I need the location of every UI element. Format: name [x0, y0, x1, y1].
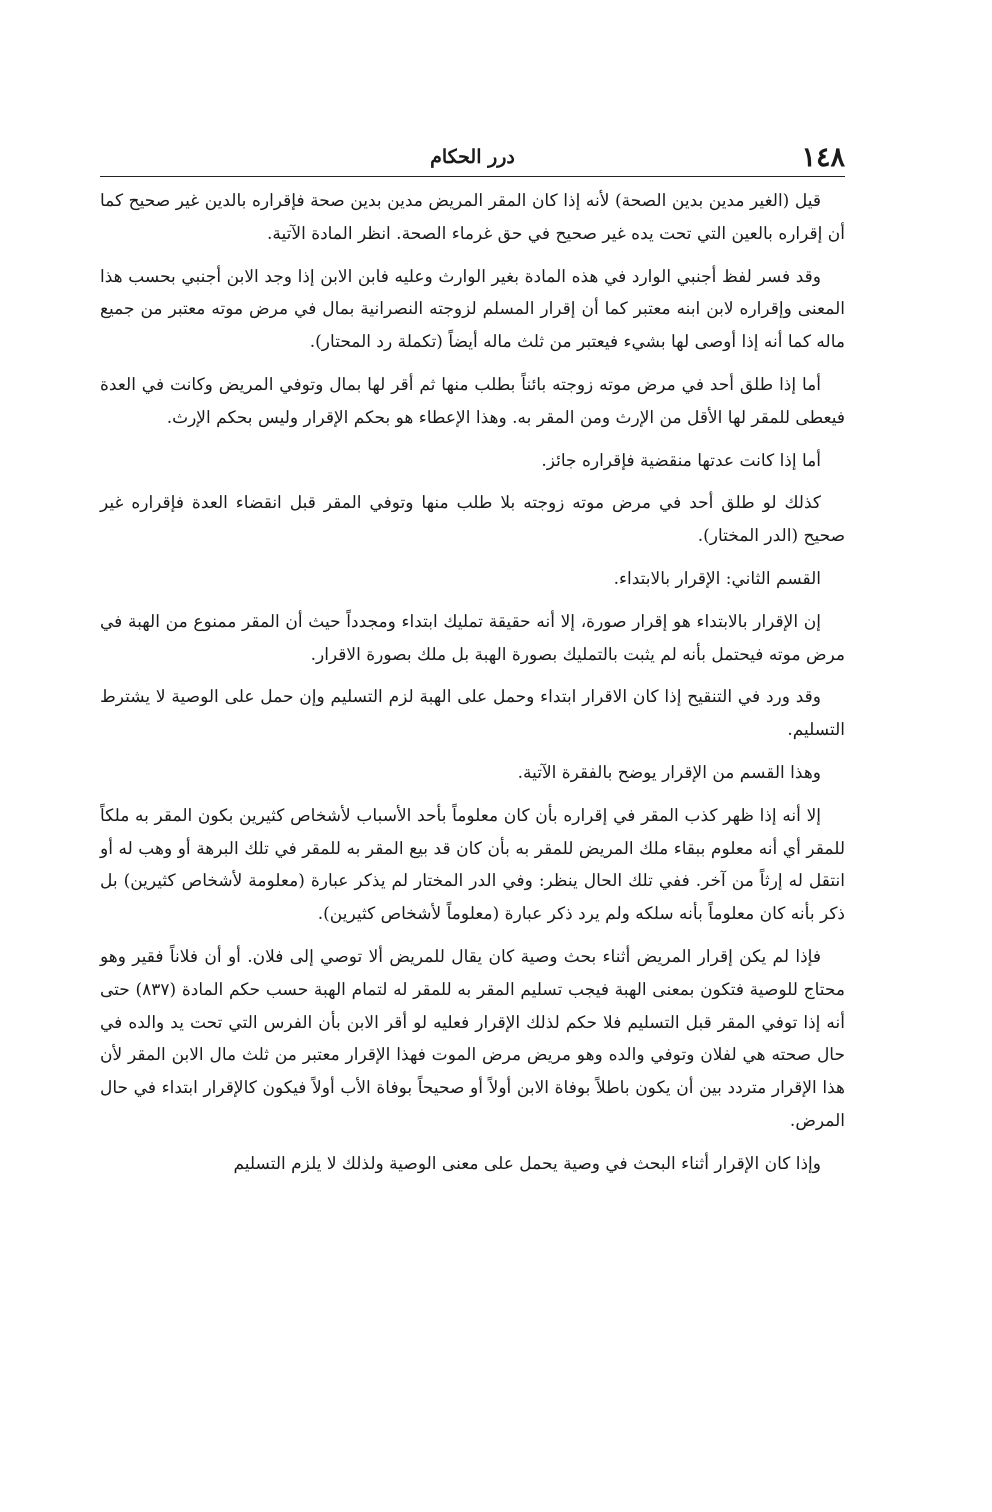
- paragraph: وقد ورد في التنقيح إذا كان الاقرار ابتداء وحمل على الهبة لزم التسليم وإن حمل على الوصية لا يشترط التسليم.: [100, 687, 845, 741]
- paragraph: قيل (الغير مدين بدين الصحة) لأنه إذا كان المقر المريض مدين بدين صحة فإقراره بالدين غير صحيح كما أن إقراره بالعين التي تحت يده غير صحيح في حق غرماء الصحة. انظر المادة الآتية.: [100, 191, 845, 244]
- paragraph: إلا أنه إذا ظهر كذب المقر في إقراره بأن كان معلوماً بأحد الأسباب لأشخاص كثيرين بكون المقر به ملكاً للمقر أي أنه معلوم ببقاء ملك المريض للمقر به بأن كان قد بيع المقر به للمقر في تلك البرهة أو وهب له أو انتقل له إرثاً من آخر. ففي تلك الحال ينظر: وفي الدر المختار لم يذكر عبارة (معلومة لأشخاص كثيرين) بل ذكر بأنه كان معلوماً بأنه سلكه ولم يرد ذكر عبارة (معلوماً لأشخاص كثيرين).: [100, 805, 845, 925]
- paragraph: وهذا القسم من الإقرار يوضح بالفقرة الآتية.: [517, 762, 821, 783]
- paragraph: إن الإقرار بالابتداء هو إقرار صورة، إلا أنه حقيقة تمليك ابتداء ومجدداً حيث أن المقر ممنوع من الهبة في مرض موته فيحتمل بأنه لم يثبت بالتمليك بصورة الهبة بل ملك بصورة الاقرار.: [100, 611, 845, 665]
- body-text: [100, 185, 845, 1181]
- paragraph: كذلك لو طلق أحد في مرض موته زوجته بلا طلب منها وتوفي المقر قبل انقضاء العدة فإقراره غير صحيح (الدر المختار).: [100, 493, 845, 547]
- running-header: [100, 140, 845, 177]
- book-title: درر الحكام: [430, 146, 515, 168]
- paragraph: وقد فسر لفظ أجنبي الوارد في هذه المادة بغير الوارث وعليه فابن الابن إذا وجد الابن أجنبي بحسب هذا المعنى وإقراره لابن ابنه معتبر كما أن إقرار المسلم لزوجته النصرانية بمال في مرض موته معتبر من جميع ماله كما أنه إذا أوصى لها بشيء فيعتبر من ثلث ماله أيضاً (تكملة رد المحتار).: [100, 266, 845, 353]
- paragraph: أما إذا طلق أحد في مرض موته زوجته بائناً بطلب منها ثم أقر لها بمال وتوفي المريض وكانت في العدة فيعطى للمقر لها الأقل من الإرث ومن المقر به. وهذا الإعطاء هو بحكم الإقرار وليس بحكم الإرث.: [100, 374, 845, 428]
- page-number: ١٤٨: [801, 142, 845, 173]
- paragraph: وإذا كان الإقرار أثناء البحث في وصية يحمل على معنى الوصية ولذلك لا يلزم التسليم: [233, 1153, 821, 1174]
- section-heading: القسم الثاني: الإقرار بالابتداء.: [613, 568, 821, 589]
- book-page: [100, 140, 845, 1191]
- paragraph: فإذا لم يكن إقرار المريض أثناء بحث وصية كان يقال للمريض ألا توصي إلى فلان. أو أن فلاناً فقير وهو محتاج للوصية فتكون بمعنى الهبة فيجب تسليم المقر به للمقر له لتمام الهبة حسب حكم المادة (٨٣٧) حتى أنه إذا توفي المقر قبل التسليم فلا حكم لذلك الإقرار فعليه لو أقر الابن بأن الفرس التي تحت يد والده في حال صحته هي لفلان وتوفي والده وهو مريض مرض الموت فهذا الإقرار معتبر من ثلث مال الابن المقر لأن هذا الإقرار متردد بين أن يكون باطلاً بوفاة الابن أولاً أو صحيحاً بوفاة الأب أولاً فيكون كالإقرار ابتداء في حال المرض.: [100, 946, 845, 1131]
- paragraph: أما إذا كانت عدتها منقضية فإقراره جائز.: [541, 450, 821, 471]
